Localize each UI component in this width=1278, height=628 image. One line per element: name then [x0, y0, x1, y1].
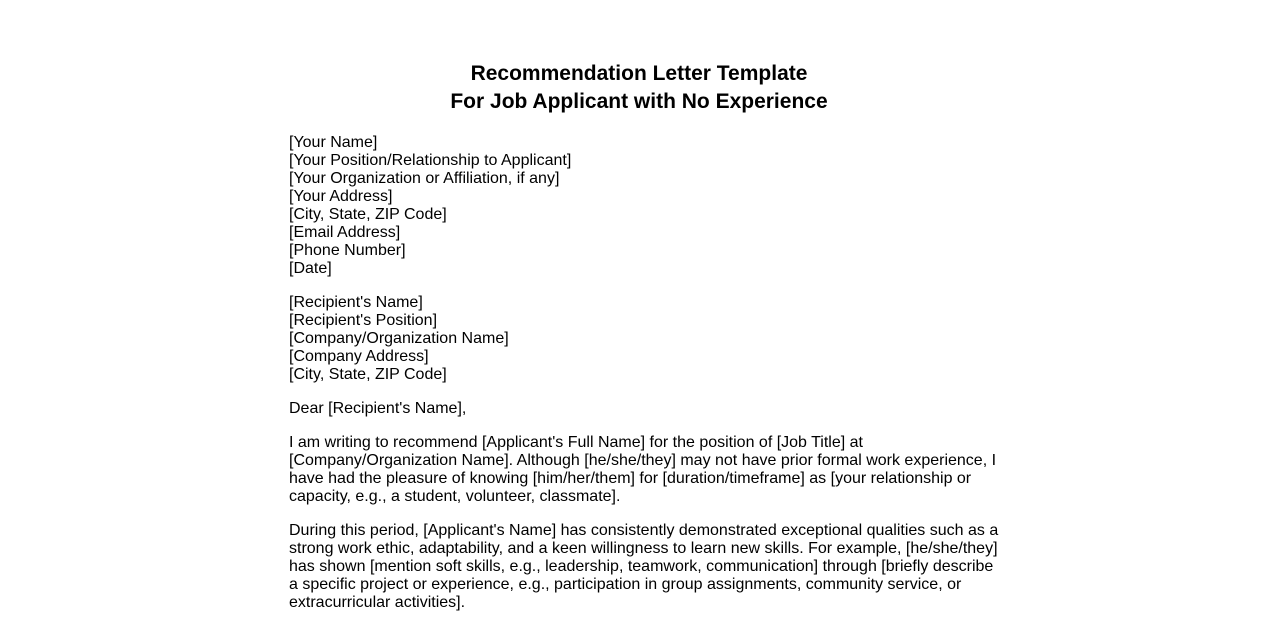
sender-phone: [Phone Number]	[289, 242, 406, 259]
sender-block	[289, 134, 999, 278]
title-line-2: For Job Applicant with No Experience	[450, 90, 828, 113]
recipient-position: [Recipient's Position]	[289, 312, 438, 329]
recipient-city-state-zip: [City, State, ZIP Code]	[289, 366, 447, 383]
letter-date: [Date]	[289, 260, 332, 277]
body-paragraph-2: During this period, [Applicant's Name] has consistently demonstrated exceptional qualities such as a strong work ethic, adaptability, and a keen willingness to learn new skills. For example, [he/she/they] has shown [mention soft skills, e.g., leadership, teamwork, communication] through [briefly describe a specific project or experience, e.g., participation in group assignments, community service, or extracurricular activities].	[289, 522, 999, 611]
sender-name: [Your Name]	[289, 134, 378, 151]
recipient-block	[289, 294, 999, 384]
recipient-organization: [Company/Organization Name]	[289, 330, 509, 347]
recipient-address: [Company Address]	[289, 348, 429, 365]
sender-position: [Your Position/Relationship to Applicant]	[289, 152, 572, 169]
letter-title	[0, 0, 1278, 116]
letter-body	[289, 134, 999, 628]
body-paragraph-1: I am writing to recommend [Applicant's Full Name] for the position of [Job Title] at [Company/Organization Name]. Although [he/she/they] may not have prior formal work experience, I have had the pleasure of knowing [him/her/them] for [duration/timeframe] as [your relationship or capacity, e.g., a student, volunteer, classmate].	[289, 434, 997, 505]
sender-organization: [Your Organization or Affiliation, if any]	[289, 170, 560, 187]
sender-city-state-zip: [City, State, ZIP Code]	[289, 206, 447, 223]
title-line-1: Recommendation Letter Template	[470, 62, 808, 85]
recipient-name: [Recipient's Name]	[289, 294, 423, 311]
sender-email: [Email Address]	[289, 224, 401, 241]
sender-address: [Your Address]	[289, 188, 393, 205]
salutation: Dear [Recipient's Name],	[289, 400, 467, 417]
